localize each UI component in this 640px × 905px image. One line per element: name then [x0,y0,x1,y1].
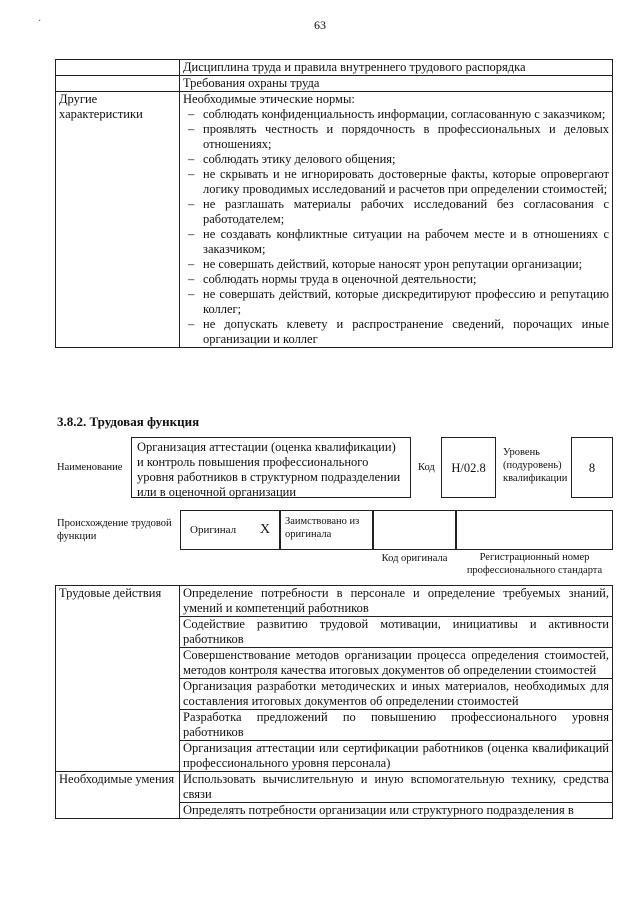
list-item: – не создавать конфликтные ситуации на рабочем месте и в отношениях с заказчиком; [183,227,609,257]
ethics-list [183,107,609,347]
list-item: – проявлять честность и порядочность в профессиональных и деловых отношениях; [183,122,609,152]
other-characteristics-label: Другие характеристики [56,92,180,348]
table-row [56,60,613,76]
origin-label: Происхождение трудовой функции [57,518,172,542]
level-value: 8 [571,437,613,498]
skills-label: Необходимые умения [56,772,180,819]
table-cell: Содействие развитию трудовой мотивации, инициативы и активности работников [180,617,613,648]
list-item: – соблюдать конфиденциальность информации, согласованную с заказчиком; [183,107,609,122]
list-item: – соблюдать нормы труда в оценочной деятельности; [183,272,609,287]
reg-number-box [456,510,613,550]
level-label: Уровень (подуровень) квалификации [503,447,568,484]
table-row [56,92,613,348]
ethics-cell [180,92,613,348]
table-row [56,586,613,617]
top-table [55,59,613,348]
table-row [56,76,613,92]
table-cell: Использовать вычислительную и иную вспомогательную технику, средства связи [180,772,613,803]
actions-label: Трудовые действия [56,586,180,772]
code-label: Код [418,462,435,473]
table-cell: Дисциплина труда и правила внутреннего трудового распорядка [180,60,613,76]
list-item: – соблюдать этику делового общения; [183,152,609,167]
original-mark: X [260,522,271,537]
table-cell [56,60,180,76]
table-cell: Определять потребности организации или структурного подразделения в [180,803,613,819]
table-cell: Требования охраны труда [180,76,613,92]
table-cell [56,76,180,92]
list-item: – не совершать действий, которые дискредитируют профессию и репутацию коллег; [183,287,609,317]
function-name: Организация аттестации (оценка квалификации) и контроль повышения профессионального уровня работников в структурном подразделении или в оценочной организации [131,437,411,498]
list-item: – не допускать клевету и распространение сведений, порочащих иные организации и коллег [183,317,609,347]
section-title: 3.8.2. Трудовая функция [57,414,200,429]
table-cell: Разработка предложений по повышению профессионального уровня работников [180,710,613,741]
bottom-table [55,585,613,819]
borrowed-label: Заимствовано из оригинала [285,516,360,540]
page-number: 63 [314,18,326,32]
reg-number-caption: Регистрационный номер профессионального стандарта [466,552,603,576]
table-row [56,772,613,803]
table-cell: Определение потребности в персонале и определение требуемых знаний, умений и компетенций работников [180,586,613,617]
list-item: – не разглашать материалы рабочих исследований без согласования с работодателем; [183,197,609,227]
original-code-caption: Код оригинала [381,553,448,564]
ethics-title: Необходимые этические нормы: [183,92,355,106]
original-code-box [373,510,456,550]
table-cell: Организация аттестации или сертификации работников (оценка квалификаций профессионального уровня персонала) [180,741,613,772]
function-code: Н/02.8 [441,437,496,498]
list-item: – не скрывать и не игнорировать достоверные факты, которые опровергают логику проводимых исследований и расчетов при определении стоимостей; [183,167,609,197]
original-label: Оригинал [190,524,237,536]
scan-dot: · [38,16,42,27]
table-cell: Организация разработки методических и иных материалов, необходимых для составления итоговых документов об определении стоимостей [180,679,613,710]
name-label: Наименование [57,462,123,473]
list-item: – не совершать действий, которые наносят урон репутации организации; [183,257,609,272]
table-cell: Совершенствование методов организации процесса определения стоимостей, методов контроля качества итоговых документов об определении стоимостей [180,648,613,679]
